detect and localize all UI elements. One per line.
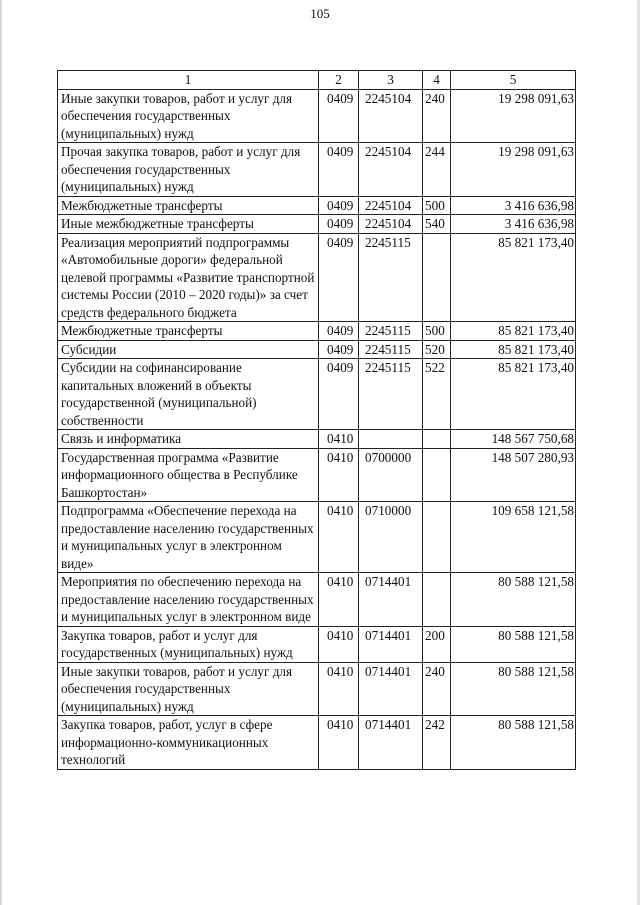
cell-section: 0409 — [319, 89, 359, 143]
cell-name: Связь и информатика — [58, 430, 319, 449]
cell-section: 0410 — [319, 662, 359, 716]
cell-amount: 80 588 121,58 — [451, 626, 576, 662]
cell-target: 0714401 — [359, 573, 423, 627]
cell-section: 0410 — [319, 716, 359, 770]
table-row — [58, 716, 576, 770]
table-row — [58, 626, 576, 662]
page-number: 105 — [310, 6, 330, 21]
cell-target: 2245104 — [359, 196, 423, 215]
header-name: 1 — [58, 71, 319, 90]
cell-kind — [423, 502, 451, 573]
cell-section: 0410 — [319, 626, 359, 662]
cell-amount: 148 567 750,68 — [451, 430, 576, 449]
cell-amount: 80 588 121,58 — [451, 662, 576, 716]
cell-name: Реализация мероприятий подпрограммы «Автомобильные дороги» федеральной целевой программы «Развитие транспортной системы России (2010 – 2020 годы)» за счет средств федерального бюджета — [58, 233, 319, 322]
cell-amount: 19 298 091,63 — [451, 143, 576, 197]
cell-target: 0710000 — [359, 502, 423, 573]
cell-name: Закупка товаров, работ и услуг для государственных (муниципальных) нужд — [58, 626, 319, 662]
cell-section: 0410 — [319, 430, 359, 449]
cell-kind: 244 — [423, 143, 451, 197]
cell-amount: 109 658 121,58 — [451, 502, 576, 573]
cell-kind: 200 — [423, 626, 451, 662]
table-row — [58, 233, 576, 322]
table-row — [58, 573, 576, 627]
budget-table — [57, 70, 576, 770]
cell-section: 0409 — [319, 359, 359, 430]
cell-kind — [423, 430, 451, 449]
cell-target: 0714401 — [359, 626, 423, 662]
cell-amount: 85 821 173,40 — [451, 322, 576, 341]
cell-section: 0409 — [319, 322, 359, 341]
cell-amount: 85 821 173,40 — [451, 359, 576, 430]
header-amount: 5 — [451, 71, 576, 90]
cell-target: 2245104 — [359, 143, 423, 197]
cell-amount: 80 588 121,58 — [451, 573, 576, 627]
cell-section: 0409 — [319, 233, 359, 322]
cell-section: 0409 — [319, 340, 359, 359]
cell-kind: 520 — [423, 340, 451, 359]
table-header-row — [58, 71, 576, 90]
cell-target: 2245115 — [359, 340, 423, 359]
cell-section: 0410 — [319, 573, 359, 627]
cell-kind — [423, 573, 451, 627]
cell-amount: 148 507 280,93 — [451, 448, 576, 502]
cell-target: 0714401 — [359, 662, 423, 716]
cell-name: Подпрограмма «Обеспечение перехода на предоставление населению государственных и муниципальных услуг в электронном виде» — [58, 502, 319, 573]
cell-name: Закупка товаров, работ, услуг в сфере информационно-коммуникационных технологий — [58, 716, 319, 770]
cell-name: Межбюджетные трансферты — [58, 196, 319, 215]
table-row — [58, 196, 576, 215]
cell-target: 2245104 — [359, 89, 423, 143]
cell-name: Субсидии — [58, 340, 319, 359]
header-kind: 4 — [423, 71, 451, 90]
cell-target: 2245104 — [359, 215, 423, 234]
cell-kind — [423, 448, 451, 502]
cell-kind — [423, 233, 451, 322]
cell-amount: 85 821 173,40 — [451, 340, 576, 359]
cell-kind: 240 — [423, 89, 451, 143]
table-row — [58, 215, 576, 234]
cell-name: Межбюджетные трансферты — [58, 322, 319, 341]
header-section: 2 — [319, 71, 359, 90]
cell-name: Иные межбюджетные трансферты — [58, 215, 319, 234]
cell-kind: 500 — [423, 322, 451, 341]
cell-name: Иные закупки товаров, работ и услуг для обеспечения государственных (муниципальных) нужд — [58, 89, 319, 143]
table-row — [58, 143, 576, 197]
cell-name: Прочая закупка товаров, работ и услуг для обеспечения государственных (муниципальных) нужд — [58, 143, 319, 197]
cell-target: 2245115 — [359, 359, 423, 430]
cell-section: 0409 — [319, 215, 359, 234]
cell-amount: 19 298 091,63 — [451, 89, 576, 143]
cell-target: 2245115 — [359, 322, 423, 341]
cell-name: Субсидии на софинансирование капитальных вложений в объекты государственной (муниципальной) собственности — [58, 359, 319, 430]
table-row — [58, 340, 576, 359]
table-row — [58, 430, 576, 449]
cell-section: 0410 — [319, 448, 359, 502]
cell-amount: 3 416 636,98 — [451, 196, 576, 215]
cell-target: 0714401 — [359, 716, 423, 770]
cell-section: 0409 — [319, 143, 359, 197]
cell-kind: 500 — [423, 196, 451, 215]
table-row — [58, 322, 576, 341]
cell-kind: 540 — [423, 215, 451, 234]
cell-name: Государственная программа «Развитие информационного общества в Республике Башкортостан» — [58, 448, 319, 502]
table-row — [58, 359, 576, 430]
scan-edge-left — [0, 0, 2, 905]
table-row — [58, 89, 576, 143]
header-target: 3 — [359, 71, 423, 90]
cell-target: 2245115 — [359, 233, 423, 322]
cell-kind: 240 — [423, 662, 451, 716]
cell-name: Мероприятия по обеспечению перехода на предоставление населению государственных и муниципальных услуг в электронном виде — [58, 573, 319, 627]
cell-amount: 80 588 121,58 — [451, 716, 576, 770]
cell-kind: 522 — [423, 359, 451, 430]
cell-amount: 85 821 173,40 — [451, 233, 576, 322]
cell-amount: 3 416 636,98 — [451, 215, 576, 234]
table-row — [58, 448, 576, 502]
table-row — [58, 502, 576, 573]
cell-section: 0410 — [319, 502, 359, 573]
cell-target: 0700000 — [359, 448, 423, 502]
cell-name: Иные закупки товаров, работ и услуг для обеспечения государственных (муниципальных) нужд — [58, 662, 319, 716]
cell-kind: 242 — [423, 716, 451, 770]
table-row — [58, 662, 576, 716]
cell-target — [359, 430, 423, 449]
cell-section: 0409 — [319, 196, 359, 215]
